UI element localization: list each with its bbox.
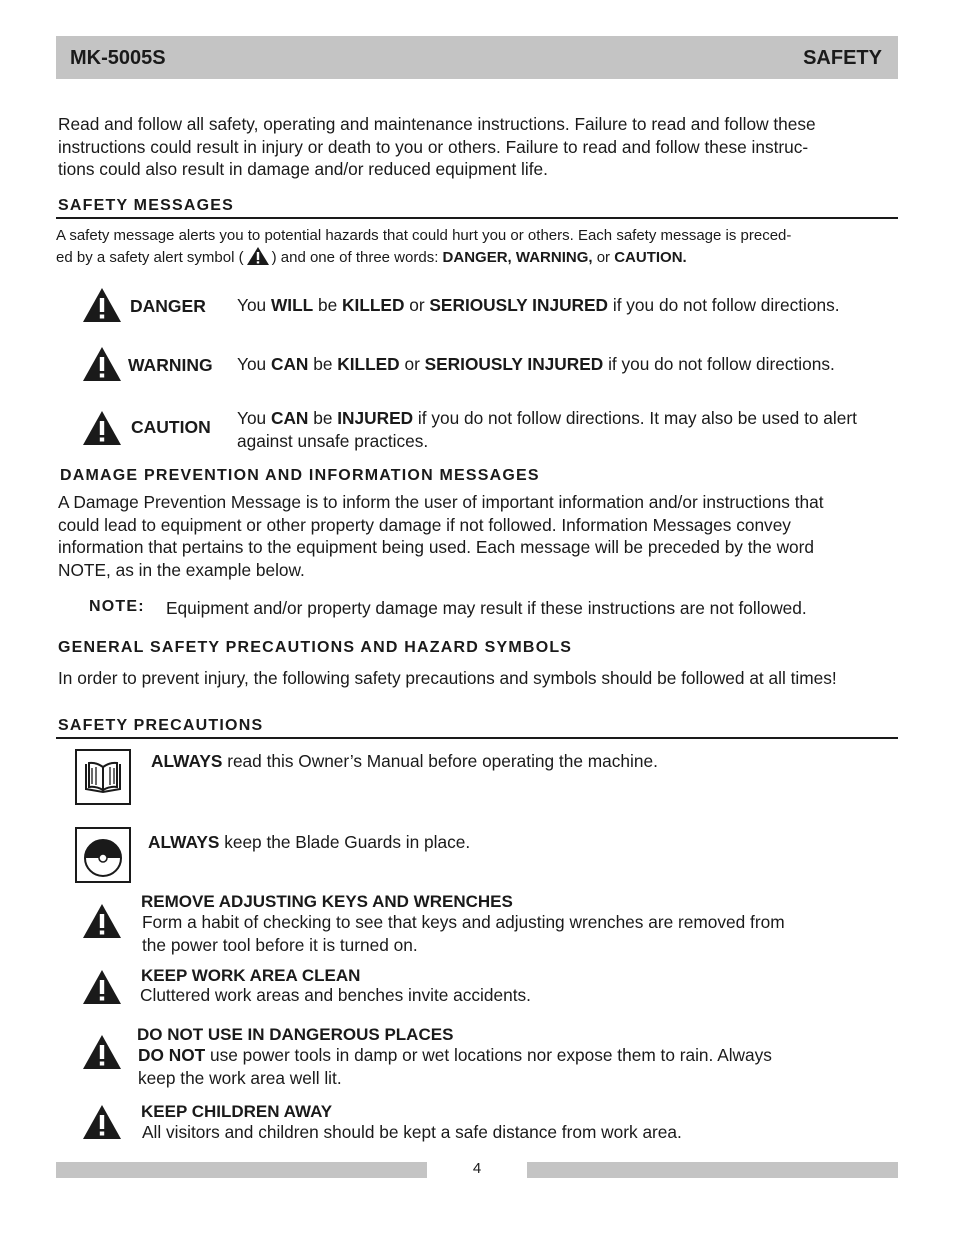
page-number: 4 [472,1160,482,1177]
caution-label: CAUTION [131,417,211,437]
safety-messages-paragraph [56,225,916,268]
danger-label: DANGER [130,296,206,316]
children-alert-icon [82,1104,122,1140]
clean-area-alert-icon [82,969,122,1005]
caution-alert-icon [82,410,122,446]
manual-icon [75,749,131,805]
dangerous-places-text: DO NOT use power tools in damp or wet locations nor expose them to rain. Always keep the work area well lit. [138,1045,772,1088]
safety-messages-heading: SAFETY MESSAGES [58,197,234,214]
general-text: In order to prevent injury, the following safety precautions and symbols should be followed at all times! [58,668,837,688]
clean-area-title: KEEP WORK AREA CLEAN [141,966,361,985]
divider [56,217,898,219]
danger-alert-icon [82,287,122,323]
keys-alert-icon [82,903,122,939]
intro-line: tions could also result in damage and/or reduced equipment life. [58,159,548,179]
danger-description: You WILL be KILLED or SERIOUSLY INJURED if you do not follow directions. [237,295,840,315]
intro-paragraph [58,113,816,181]
paragraph-line: ed by a safety alert symbol ( ) and one of three words: DANGER, WARNING, or CAUTION. [56,246,916,268]
note-label: NOTE: [89,598,145,615]
paragraph-line: information that pertains to the equipment being used. Each message will be preceded by the word [58,537,815,557]
footer-bar-left [56,1162,427,1178]
safety-alert-icon [246,246,270,266]
manual-precaution: ALWAYS read this Owner’s Manual before operating the machine. [151,751,658,771]
paragraph-line: NOTE, as in the example below. [58,559,305,580]
footer-bar-right [527,1162,898,1178]
clean-area-text: Cluttered work areas and benches invite accidents. [140,985,531,1005]
header-section-title: SAFETY [803,47,882,69]
intro-line: instructions could result in injury or death to you or others. Failure to read and follow these instruc- [58,136,809,157]
paragraph-line: could lead to equipment or other property damage if not followed. Information Messages convey [58,514,791,535]
damage-heading: DAMAGE PREVENTION AND INFORMATION MESSAGES [60,467,540,484]
blade-guard-icon [75,827,131,883]
warning-label: WARNING [128,355,213,375]
keys-title: REMOVE ADJUSTING KEYS AND WRENCHES [141,892,513,911]
children-title: KEEP CHILDREN AWAY [141,1102,333,1121]
dangerous-places-title: DO NOT USE IN DANGEROUS PLACES [137,1025,454,1044]
divider [56,737,898,739]
header-model: MK-5005S [70,47,166,69]
keys-text: Form a habit of checking to see that keys and adjusting wrenches are removed from the power tool before it is turned on. [142,912,785,955]
damage-paragraph [58,491,824,581]
blade-guard-precaution: ALWAYS keep the Blade Guards in place. [148,832,471,852]
precautions-heading: SAFETY PRECAUTIONS [58,717,264,734]
dangerous-places-alert-icon [82,1034,122,1070]
paragraph-line: A safety message alerts you to potential hazards that could hurt you or others. Each safety message is preced- [56,227,792,244]
paragraph-line: A Damage Prevention Message is to inform the user of important information and/or instructions that [58,492,824,512]
caution-description [237,407,857,452]
children-text: All visitors and children should be kept a safe distance from work area. [142,1122,682,1142]
caution-line: You CAN be INJURED if you do not follow directions. It may also be used to alert [237,408,857,428]
warning-alert-icon [82,346,122,382]
general-heading: GENERAL SAFETY PRECAUTIONS AND HAZARD SYMBOLS [58,639,573,656]
header-bar [56,36,898,79]
intro-line: Read and follow all safety, operating and maintenance instructions. Failure to read and follow these [58,114,816,134]
warning-description: You CAN be KILLED or SERIOUSLY INJURED if you do not follow directions. [237,354,835,374]
caution-line: against unsafe practices. [237,430,429,451]
note-text: Equipment and/or property damage may result if these instructions are not followed. [166,598,807,618]
